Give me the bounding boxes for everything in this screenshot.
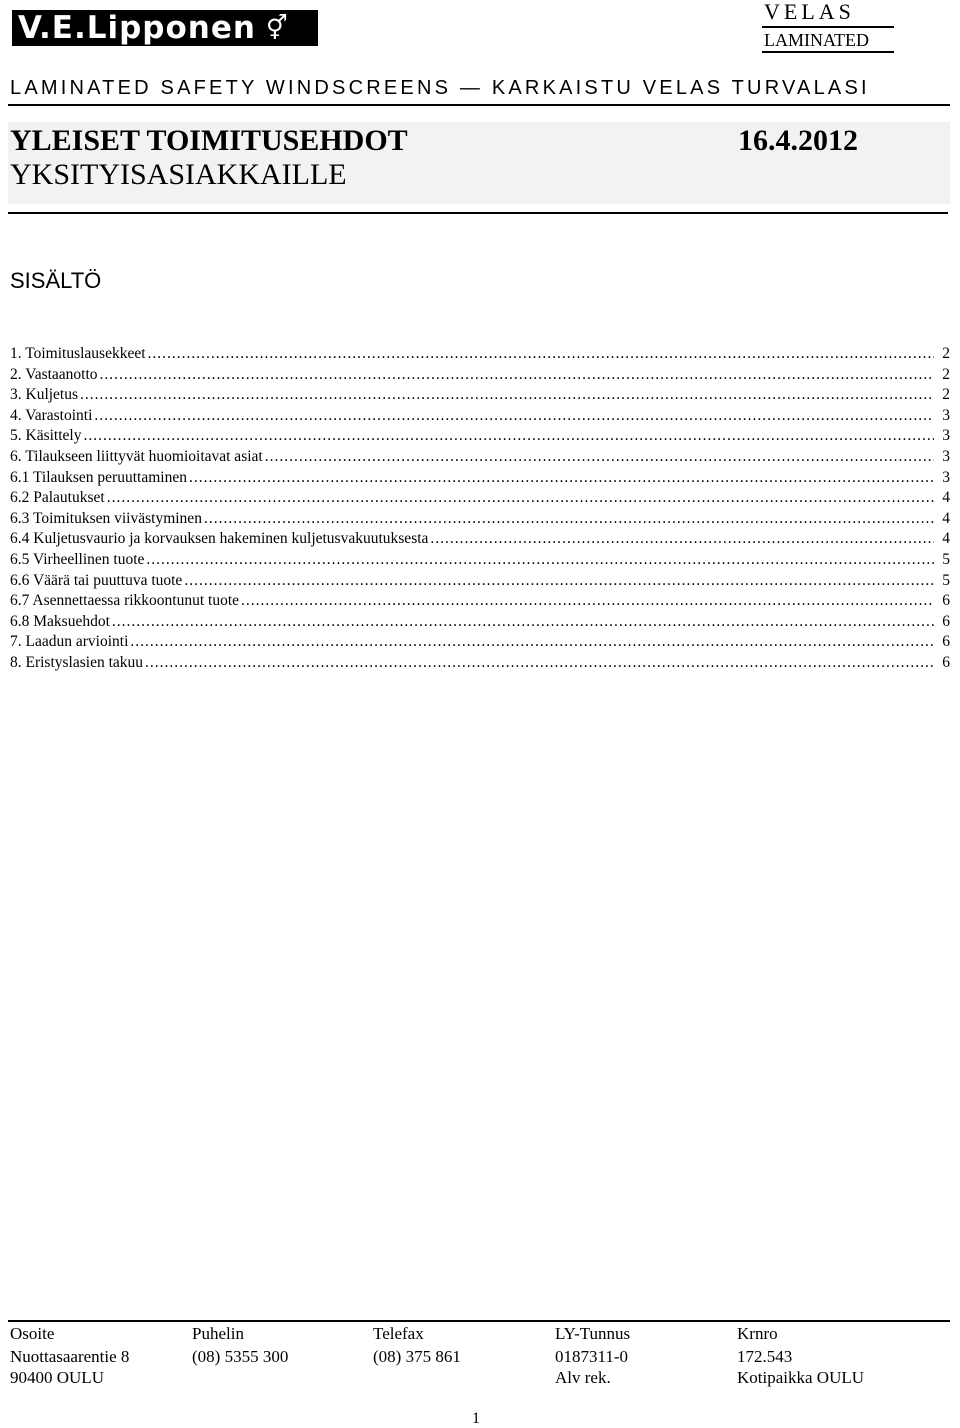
toc-item-page: 3: [942, 406, 950, 424]
company-logo: [12, 10, 318, 46]
toc-item-label: 6.5 Virheellinen tuote: [10, 550, 145, 568]
toc-item-page: 2: [942, 386, 950, 404]
toc-item-label: 6.6 Väärä tai puuttuva tuote: [10, 571, 183, 589]
toc-item-page: 6: [942, 653, 950, 671]
footer-vat: Alv rek.: [555, 1368, 611, 1387]
toc-heading: SISÄLTÖ: [10, 268, 102, 293]
document-subtitle: YKSITYISASIAKKAILLE: [10, 158, 347, 191]
footer-header-phone: Puhelin: [192, 1324, 244, 1343]
toc-item-page: 5: [942, 571, 950, 589]
toc-item-page: 4: [942, 530, 950, 548]
toc-item-label: 6.1 Tilauksen peruuttaminen: [10, 468, 187, 486]
toc-item[interactable]: [10, 550, 950, 571]
toc-leader: [265, 447, 934, 468]
toc-item-page: 2: [942, 365, 950, 383]
toc-item[interactable]: [10, 632, 950, 653]
page-number: 1: [472, 1410, 480, 1427]
toc-item-label: 3. Kuljetus: [10, 386, 79, 404]
toc-item[interactable]: [10, 571, 950, 592]
header-rule: [8, 104, 950, 106]
footer-city: 90400 OULU: [10, 1368, 104, 1387]
toc-leader: [80, 385, 934, 406]
toc-item-label: 1. Toimituslausekkeet: [10, 345, 146, 362]
brand-underline: [762, 51, 894, 53]
toc-item-label: 6.3 Toimituksen viivästyminen: [10, 509, 202, 527]
toc-leader: [145, 653, 934, 674]
toc-item-label: 6.4 Kuljetusvaurio ja korvauksen hakeminen kuljetusvakuutuksesta: [10, 530, 429, 548]
toc-item[interactable]: [10, 365, 950, 386]
toc-item-page: 4: [942, 509, 950, 527]
footer-street: Nuottasaarentie 8: [10, 1347, 130, 1366]
toc-leader: [100, 365, 934, 386]
toc-item-page: 3: [942, 447, 950, 465]
toc-item-page: 3: [942, 468, 950, 486]
toc-item-label: 6. Tilaukseen liittyvät huomioitavat asiat: [10, 447, 263, 465]
toc-leader: [184, 571, 934, 592]
toc-leader: [148, 344, 934, 365]
title-rule: [8, 212, 948, 214]
footer-header-trade-register: Krnro: [737, 1324, 778, 1343]
logo-symbol-icon: ⚥: [265, 14, 289, 42]
toc-item[interactable]: [10, 529, 950, 550]
toc-item-label: 6.2 Palautukset: [10, 489, 105, 507]
toc-item[interactable]: [10, 591, 950, 612]
toc-leader: [94, 406, 934, 427]
toc-leader: [430, 529, 934, 550]
toc-item-page: 4: [942, 489, 950, 507]
toc-item-page: 5: [942, 550, 950, 568]
document-date: 16.4.2012: [738, 124, 858, 157]
toc-item[interactable]: [10, 426, 950, 447]
toc-item[interactable]: [10, 509, 950, 530]
toc-item[interactable]: [10, 468, 950, 489]
footer-header-business-id: LY-Tunnus: [555, 1324, 631, 1343]
toc-item-page: 6: [942, 633, 950, 651]
toc-leader: [241, 591, 934, 612]
toc-item-page: 6: [942, 612, 950, 630]
toc-leader: [189, 468, 934, 489]
toc-item-label: 2. Vastaanotto: [10, 365, 98, 383]
toc-item-label: 7. Laadun arviointi: [10, 633, 129, 651]
brand-divider: [762, 26, 894, 28]
footer-phone: (08) 5355 300: [192, 1347, 289, 1366]
toc-item[interactable]: [10, 653, 950, 674]
toc-item-label: 5. Käsittely: [10, 427, 82, 445]
document-title: YLEISET TOIMITUSEHDOT: [10, 124, 408, 157]
footer-header-fax: Telefax: [373, 1324, 424, 1343]
toc-item-label: 4. Varastointi: [10, 406, 93, 424]
toc-item[interactable]: [10, 488, 950, 509]
toc-leader: [130, 632, 934, 653]
toc-item[interactable]: [10, 447, 950, 468]
toc-leader: [204, 509, 934, 530]
footer-business-id: 0187311-0: [555, 1347, 629, 1366]
toc-item-page: 3: [942, 427, 950, 445]
toc-item[interactable]: [10, 406, 950, 427]
footer-trade-register: 172.543: [737, 1347, 793, 1366]
footer-fax: (08) 375 861: [373, 1347, 461, 1366]
toc-item-page: 2: [942, 345, 950, 362]
brand-bottom: LAMINATED: [764, 30, 869, 50]
footer-rule: [8, 1320, 950, 1322]
toc-item-page: 6: [942, 592, 950, 610]
toc-leader: [112, 612, 934, 633]
toc-item[interactable]: [10, 344, 950, 365]
table-of-contents: [10, 344, 950, 674]
toc-item-label: 8. Eristyslasien takuu: [10, 653, 144, 671]
tagline: LAMINATED SAFETY WINDSCREENS — KARKAISTU VELAS TURVALASI: [10, 77, 870, 99]
toc-item-label: 6.7 Asennettaessa rikkoontunut tuote: [10, 592, 240, 610]
footer-header-address: Osoite: [10, 1324, 55, 1343]
brand-top: VELAS: [764, 0, 855, 24]
logo-text: V.E.Lipponen: [18, 10, 256, 46]
toc-leader: [146, 550, 934, 571]
toc-item[interactable]: [10, 385, 950, 406]
toc-item-label: 6.8 Maksuehdot: [10, 612, 110, 630]
footer-domicile: Kotipaikka OULU: [737, 1368, 865, 1387]
toc-item[interactable]: [10, 612, 950, 633]
toc-leader: [107, 488, 934, 509]
toc-leader: [83, 426, 934, 447]
